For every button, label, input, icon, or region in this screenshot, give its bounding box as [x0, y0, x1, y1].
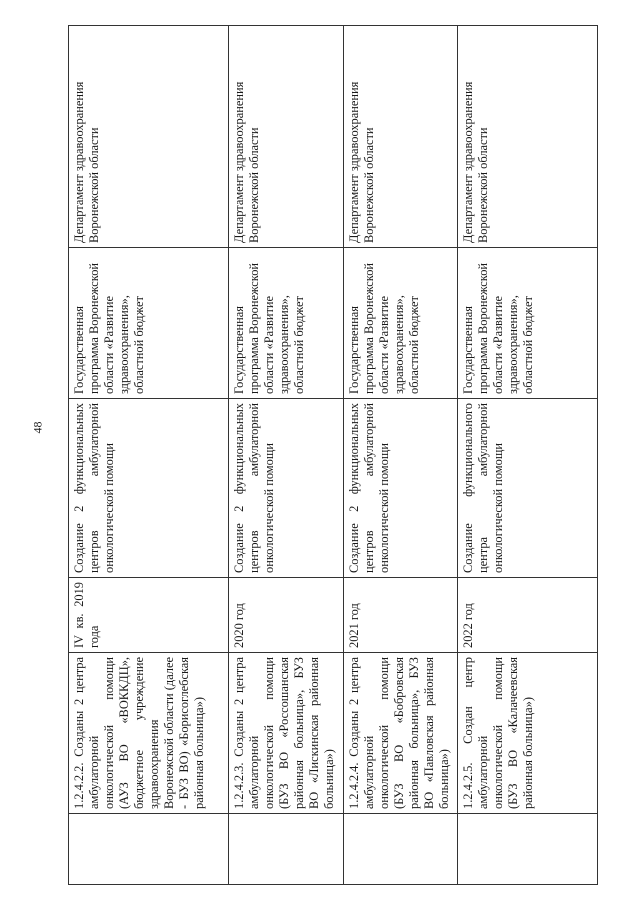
department-cell: Департамент здравоохранения Воронежской области [458, 26, 598, 248]
event-cell: 1.2.4.2.3. Созданы 2 центра амбулаторной онкологической помощи (БУЗ ВО «Россошанская районная больница», БУЗ ВО «Лискинская районная больница») [229, 653, 343, 814]
empty-cell [229, 814, 343, 885]
description-cell: Создание 2 функциональных центров амбулаторной онкологической помощи [69, 399, 229, 578]
program-name: Государственная программа Воронежской области «Развитие здравоохранения», [232, 262, 292, 394]
budget-source: областной бюджет [132, 296, 146, 394]
date-cell: 2020 год [229, 578, 343, 653]
empty-cell [458, 814, 598, 885]
empty-cell [343, 814, 457, 885]
table-row [343, 26, 457, 885]
program-cell [343, 248, 457, 399]
department-cell: Департамент здравоохранения Воронежской области [343, 26, 457, 248]
date-cell: 2021 год [343, 578, 457, 653]
program-name: Государственная программа Воронежской области «Развитие здравоохранения», [72, 262, 131, 394]
empty-cell [69, 814, 229, 885]
table-row [229, 26, 343, 885]
program-name: Государственная программа Воронежской области «Развитие здравоохранения», [346, 262, 406, 394]
event-cell: 1.2.4.2.5. Создан центр амбулаторной онкологической помощи (БУЗ ВО «Калачеевская районная больница») [458, 653, 598, 814]
program-name: Государственная программа Воронежской области «Развитие здравоохранения», [461, 262, 521, 394]
table-row [458, 26, 598, 885]
budget-source: областной бюджет [521, 296, 536, 394]
rotated-page-content [68, 25, 598, 885]
budget-source: областной бюджет [406, 296, 421, 394]
program-cell [458, 248, 598, 399]
page-number: 48 [30, 421, 45, 434]
budget-source: областной бюджет [292, 296, 307, 394]
description-cell: Создание 2 функциональных центров амбулаторной онкологической помощи [229, 399, 343, 578]
department-cell: Департамент здравоохранения Воронежской области [69, 26, 229, 248]
event-cell: 1.2.4.2.2. Созданы 2 центра амбулаторной онкологической помощи (АУЗ ВО «ВОККДЦ», бюджетное учреждение здравоохранения Воронежской области (далее - БУЗ ВО) «Борисоглебская районная больница») [69, 653, 229, 814]
description-cell: Создание функционального центра амбулаторной онкологической помощи [458, 399, 598, 578]
event-cell: 1.2.4.2.4. Созданы 2 центра амбулаторной онкологической помощи (БУЗ ВО «Бобровская районная больница», БУЗ ВО «Павловская районная больница») [343, 653, 457, 814]
program-cell [229, 248, 343, 399]
description-cell: Создание 2 функциональных центров амбулаторной онкологической помощи [343, 399, 457, 578]
date-cell: IV кв. 2019 года [69, 578, 229, 653]
program-cell [69, 248, 229, 399]
table-row [69, 26, 229, 885]
department-cell: Департамент здравоохранения Воронежской области [229, 26, 343, 248]
measures-table [68, 25, 598, 885]
date-cell: 2022 год [458, 578, 598, 653]
